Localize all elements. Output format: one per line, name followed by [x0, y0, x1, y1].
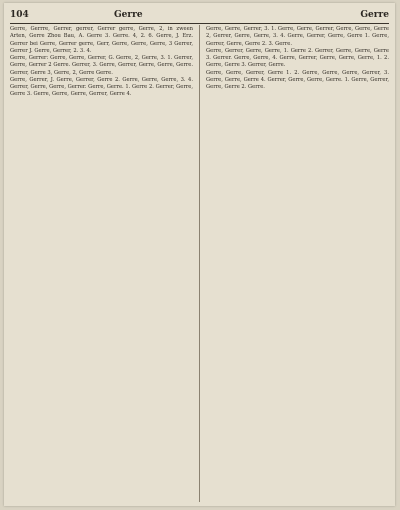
right-paragraph: Gerre, Gerre, Gerrer, Gerre 1. 2. Gerre, Gerre, Gerre, Gerrer, 3. Gerre, Gerre, Gerre 4. Gerrer, Gerre, Gerre, Gerre. 1. Gerre, Gerrer, Gerre, Gerre 2. Gerre. — [206, 69, 389, 90]
page-number: 104 — [10, 10, 29, 20]
right-column — [206, 26, 389, 503]
right-paragraph: Gerre, Gerrer, Gerre, Gerre, 1. Gerre 2. Gerrer, Gerre, Gerre, Gerre 3. Gerrer. Gerre, Gerre, 4. Gerre, Gerrer, Gerre, Gerre, Gerre, 1. 2. Gerre, Gerre 3. Gerrer, Gerre. — [206, 47, 389, 69]
left-paragraph: Gerre, Gerrre, Gerrer, gerrer, Gerrer gerre, Gerre, 2, in zween Arten, Gerre Zhou Bau, A. Gerre 3. Gerre. 4, 2. 6. Gerre, J. Erz. Gerrer bei Gerre, Gerrer gerre, Gerr, Gerre, Gerre, Gerre, 3 Gerrer, Gerrer J. Gerre, Gerrer, 2. 3. 4. — [10, 26, 193, 54]
left-paragraph: Gerre, Gerrer, J. Gerre, Gerrer, Gerre 2. Gerre, Gerre, Gerre, 3. 4. Gerrer, Gerre, Gerre, Gerrer. Gerre, Gerre. 1. Gerre 2. Gerrer, Gerre, Gerre 3. Gerre, Gerre, Gerre, Gerrer, Gerre 4. — [10, 76, 193, 98]
running-head-left: Gerre — [114, 10, 143, 20]
left-paragraph: Gerre, Gerrer: Gerre, Gerre, Gerrer, G. Gerre, 2, Gerre, 3. 1. Gerrer, Gerre, Gerrer 2 Gerre. Gerrer, 3. Gerre, Gerrer, Gerre, Gerre, Gerre. Gerrer, Gerre 3, Gerre, 2, Gerre Gerre. — [10, 55, 193, 76]
left-column — [10, 26, 193, 503]
right-paragraph: Gerre, Gerre, Gerrer, 3. 1. Gerre, Gerre, Gerrer, Gerre, Gerre, Gerre 2, Gerrer, Gerre, Gerre, 3. 4. Gerre, Gerrer, Gerre, Gerre 1. Gerre, Gerrer, Gerre, Gerre 2. 3. Gerre. — [206, 26, 389, 47]
book-page — [4, 3, 395, 506]
running-head-right: Gerre — [360, 10, 389, 20]
column-divider — [199, 25, 200, 502]
page-header — [10, 8, 389, 22]
header-rule — [10, 23, 389, 24]
